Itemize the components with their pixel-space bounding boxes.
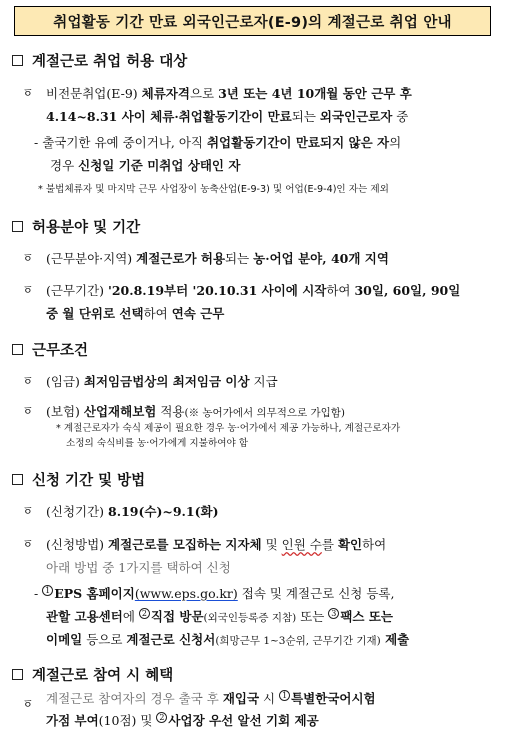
note-accommodation-line2: 소정의 숙식비를 농·어가에게 지불하여야 함 (66, 438, 249, 449)
section-heading-eligibility (12, 50, 187, 71)
section-heading-text: 계절근로 참여 시 혜택 (32, 668, 174, 684)
section-heading-benefits (12, 664, 173, 685)
bullet-icon: ㆆ (22, 404, 34, 418)
paragraph-benefits-line1: 계절근로 참여자의 경우 출국 후 재입국 시 1 특별한국어시험 (46, 690, 376, 706)
section-heading-field-period (12, 216, 140, 237)
paragraph-application-period: (신청기간) 8.19(수)~9.1(화) (46, 504, 219, 519)
subitem-method-line2: 관할 고용센터에 2 직접 방문(외국인등록증 지참) 또는 3 팩스 또는 (46, 608, 393, 624)
subitem-extension-line2: 경우 신청일 기준 미취업 상태인 자 (50, 158, 241, 173)
checkbox-square-icon (12, 221, 23, 232)
bullet-icon: ㆆ (22, 283, 34, 297)
bullet-icon: ㆆ (22, 86, 34, 100)
bullet-icon: ㆆ (22, 697, 34, 711)
checkbox-square-icon (12, 474, 23, 485)
note-exclusion: * 불법체류자 및 마지막 근무 사업장이 농축산업(E-9-3) 및 어업(E-9-4)인 자는 제외 (38, 184, 389, 195)
subitem-extension-line1: - 출국기한 유예 중이거나, 아직 취업활동기간이 만료되지 않은 자의 (34, 135, 402, 150)
bullet-icon: ㆆ (22, 251, 34, 265)
paragraph-insurance: (보험) 산업재해보험 적용(※ 농어가에서 의무적으로 가입함) (46, 404, 346, 419)
subitem-method-line1: - 1 EPS 홈페이지(www.eps.go.kr) 접속 및 계절근로 신청 등록, (34, 585, 395, 601)
bullet-icon: ㆆ (22, 504, 34, 518)
paragraph-eligibility-line1: 비전문취업(E-9) 체류자격으로 3년 또는 4년 10개월 동안 근무 후 (46, 86, 412, 101)
paragraph-application-method-line2: 아래 방법 중 1가지를 택하여 신청 (46, 560, 231, 575)
paragraph-work-period-line1: (근무기간) '20.8.19부터 '20.10.31 사이에 시작하여 30일, 60일, 90일 (46, 283, 461, 298)
circled-number-icon: 1 (42, 585, 53, 596)
bullet-icon: ㆆ (22, 537, 34, 551)
note-accommodation-line1: * 계절근로자가 숙식 제공이 필요한 경우 농·어가에서 제공 가능하나, 계절근로자가 (56, 423, 401, 434)
paragraph-work-period-line2: 중 월 단위로 선택하여 연속 근무 (46, 306, 225, 321)
section-heading-conditions (12, 339, 88, 360)
section-heading-text: 계절근로 취업 허용 대상 (32, 54, 188, 70)
paragraph-application-method-line1: (신청방법) 계절근로를 모집하는 지자체 및 인원 수를 확인하여 (46, 537, 387, 552)
section-heading-text: 신청 기간 및 방법 (32, 473, 146, 489)
circled-number-icon: 3 (328, 608, 339, 619)
circled-number-icon: 2 (156, 712, 167, 723)
circled-number-icon: 1 (279, 690, 290, 701)
subitem-method-line3: 이메일 등으로 계절근로 신청서(희망근무 1~3순위, 근무기간 기재) 제출 (46, 632, 410, 647)
eps-website-link[interactable]: (www.eps.go.kr) (134, 586, 238, 601)
section-heading-text: 허용분야 및 기간 (32, 220, 141, 236)
paragraph-work-field: (근무분야·지역) 계절근로가 허용되는 농·어업 분야, 40개 지역 (46, 251, 389, 266)
paragraph-benefits-line2: 가점 부여(10점) 및 2 사업장 우선 알선 기회 제공 (46, 712, 319, 728)
checkbox-square-icon (12, 55, 23, 66)
section-heading-text: 근무조건 (32, 343, 89, 359)
checkbox-square-icon (12, 344, 23, 355)
section-heading-application (12, 469, 145, 490)
bullet-icon: ㆆ (22, 374, 34, 388)
notice-title: 취업활동 기간 만료 외국인근로자(E-9)의 계절근로 취업 안내 (14, 6, 491, 36)
paragraph-wage: (임금) 최저임금법상의 최저임금 이상 지급 (46, 374, 278, 389)
paragraph-eligibility-line2: 4.14~8.31 사이 체류·취업활동기간이 만료되는 외국인근로자 중 (46, 109, 409, 124)
checkbox-square-icon (12, 669, 23, 680)
circled-number-icon: 2 (139, 608, 150, 619)
